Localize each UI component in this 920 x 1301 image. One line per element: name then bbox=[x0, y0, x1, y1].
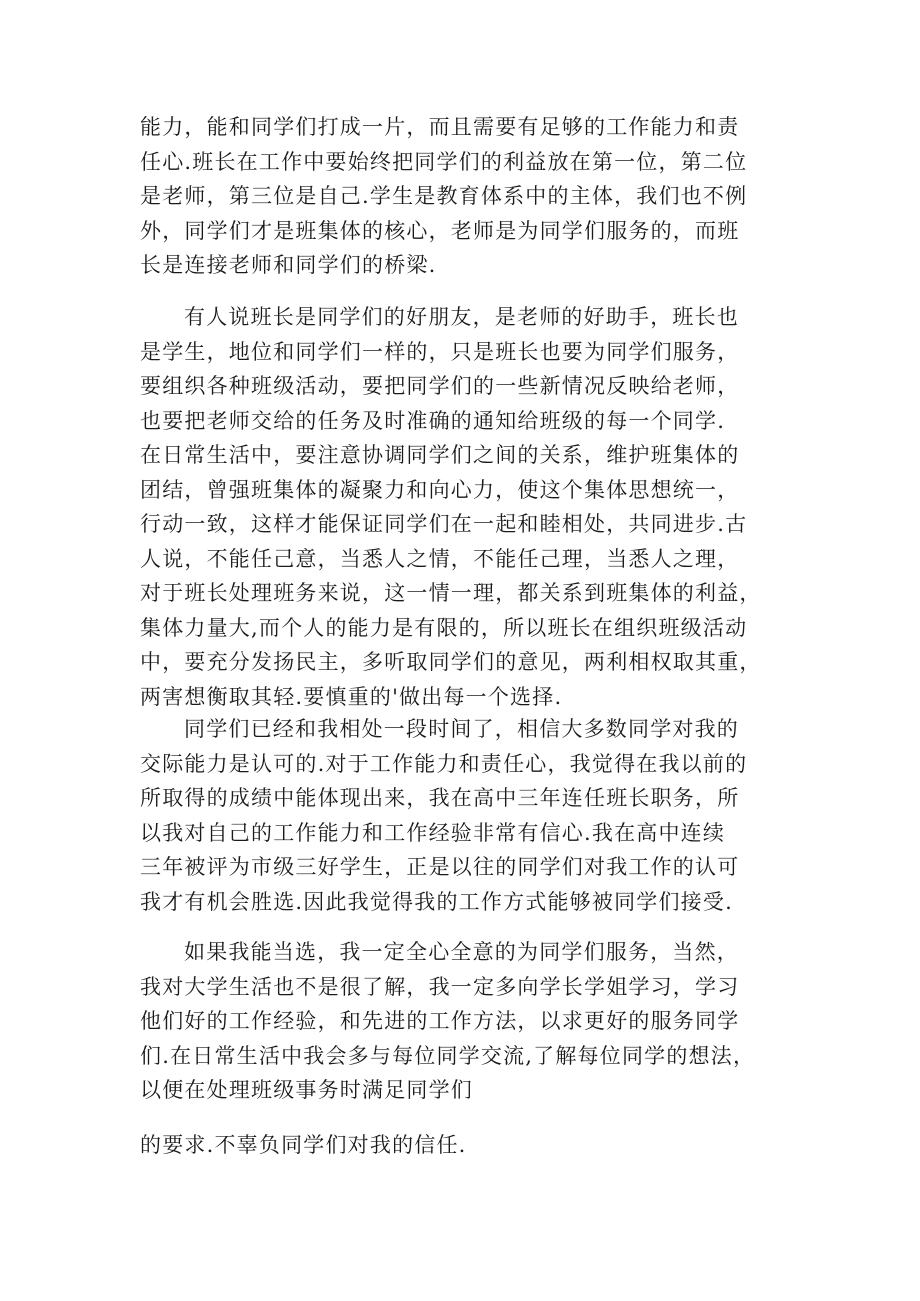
paragraph-1 bbox=[140, 110, 790, 283]
text-line: 在日常生活中，要注意协调同学们之间的关系，维护班集体的 bbox=[140, 443, 740, 467]
text-line: 任心.班长在工作中要始终把同学们的利益放在第一位，第二位 bbox=[140, 149, 748, 174]
text-line: 们.在日常生活中我会多与每位同学交流,了解每位同学的想法， bbox=[140, 1043, 756, 1068]
text-line: 是学生，地位和同学们一样的，只是班长也要为同学们服务， bbox=[140, 339, 740, 364]
text-line: 如果我能当选，我一定全心全意的为同学们服务，当然， bbox=[184, 940, 739, 964]
text-line: 集体力量大,而个人的能力是有限的，所以班长在组织班级活动 bbox=[140, 615, 748, 640]
text-line: 交际能力是认可的.对于工作能力和责任心，我觉得在我以前的 bbox=[140, 751, 748, 776]
text-line: 以便在处理班级事务时满足同学们 bbox=[140, 1078, 473, 1102]
text-line: 长是连接老师和同学们的桥梁. bbox=[140, 253, 437, 277]
text-line: 所取得的成绩中能体现出来，我在高中三年连任班长职务，所 bbox=[140, 786, 740, 810]
paragraph-3 bbox=[140, 712, 790, 919]
text-line: 两害想衡取其轻.要慎重的'做出每一个选择. bbox=[140, 684, 563, 709]
text-line: 我对大学生活也不是很了解，我一定多向学长学姐学习，学习 bbox=[140, 974, 740, 999]
text-line: 行动一致，这样才能保证同学们在一起和睦相处，共同进步.古 bbox=[140, 512, 748, 536]
text-line: 人说，不能任己意，当悉人之情，不能任己理，当悉人之理， bbox=[140, 546, 740, 571]
text-line: 团结，曾强班集体的凝聚力和向心力，使这个集体思想统一， bbox=[140, 477, 740, 502]
text-line: 要组织各种班级活动，要把同学们的一些新情况反映给老师， bbox=[140, 374, 740, 398]
text-line: 能力，能和同学们打成一片，而且需要有足够的工作能力和责 bbox=[140, 115, 740, 139]
text-line: 对于班长处理班务来说，这一情一理，都关系到班集体的利益， bbox=[140, 581, 762, 605]
text-line: 同学们已经和我相处一段时间了，相信大多数同学对我的 bbox=[184, 717, 739, 741]
paragraph-4 bbox=[140, 935, 790, 1108]
text-line: 他们好的工作经验，和先进的工作方法，以求更好的服务同学 bbox=[140, 1009, 740, 1033]
text-line: 三年被评为市级三好学生，正是以往的同学们对我工作的认可 bbox=[140, 855, 740, 879]
text-line: 我才有机会胜选.因此我觉得我的工作方式能够被同学们接受. bbox=[140, 889, 733, 914]
text-line: 也要把老师交给的任务及时准确的通知给班级的每一个同学. bbox=[140, 408, 726, 433]
text-line: 是老师，第三位是自己.学生是教育体系中的主体，我们也不例 bbox=[140, 184, 748, 208]
text-line: 外，同学们才是班集体的核心，老师是为同学们服务的，而班 bbox=[140, 218, 740, 243]
text-line: 的要求.不辜负同学们对我的信任. bbox=[140, 1133, 467, 1157]
text-line: 以我对自己的工作能力和工作经验非常有信心.我在高中连续 bbox=[140, 820, 726, 845]
text-line: 中，要充分发扬民主，多听取同学们的意见，两利相权取其重， bbox=[140, 650, 762, 674]
text-line: 有人说班长是同学们的好朋友，是老师的好助手，班长也 bbox=[184, 305, 739, 329]
paragraph-5 bbox=[140, 1128, 790, 1163]
paragraph-2 bbox=[140, 300, 790, 714]
